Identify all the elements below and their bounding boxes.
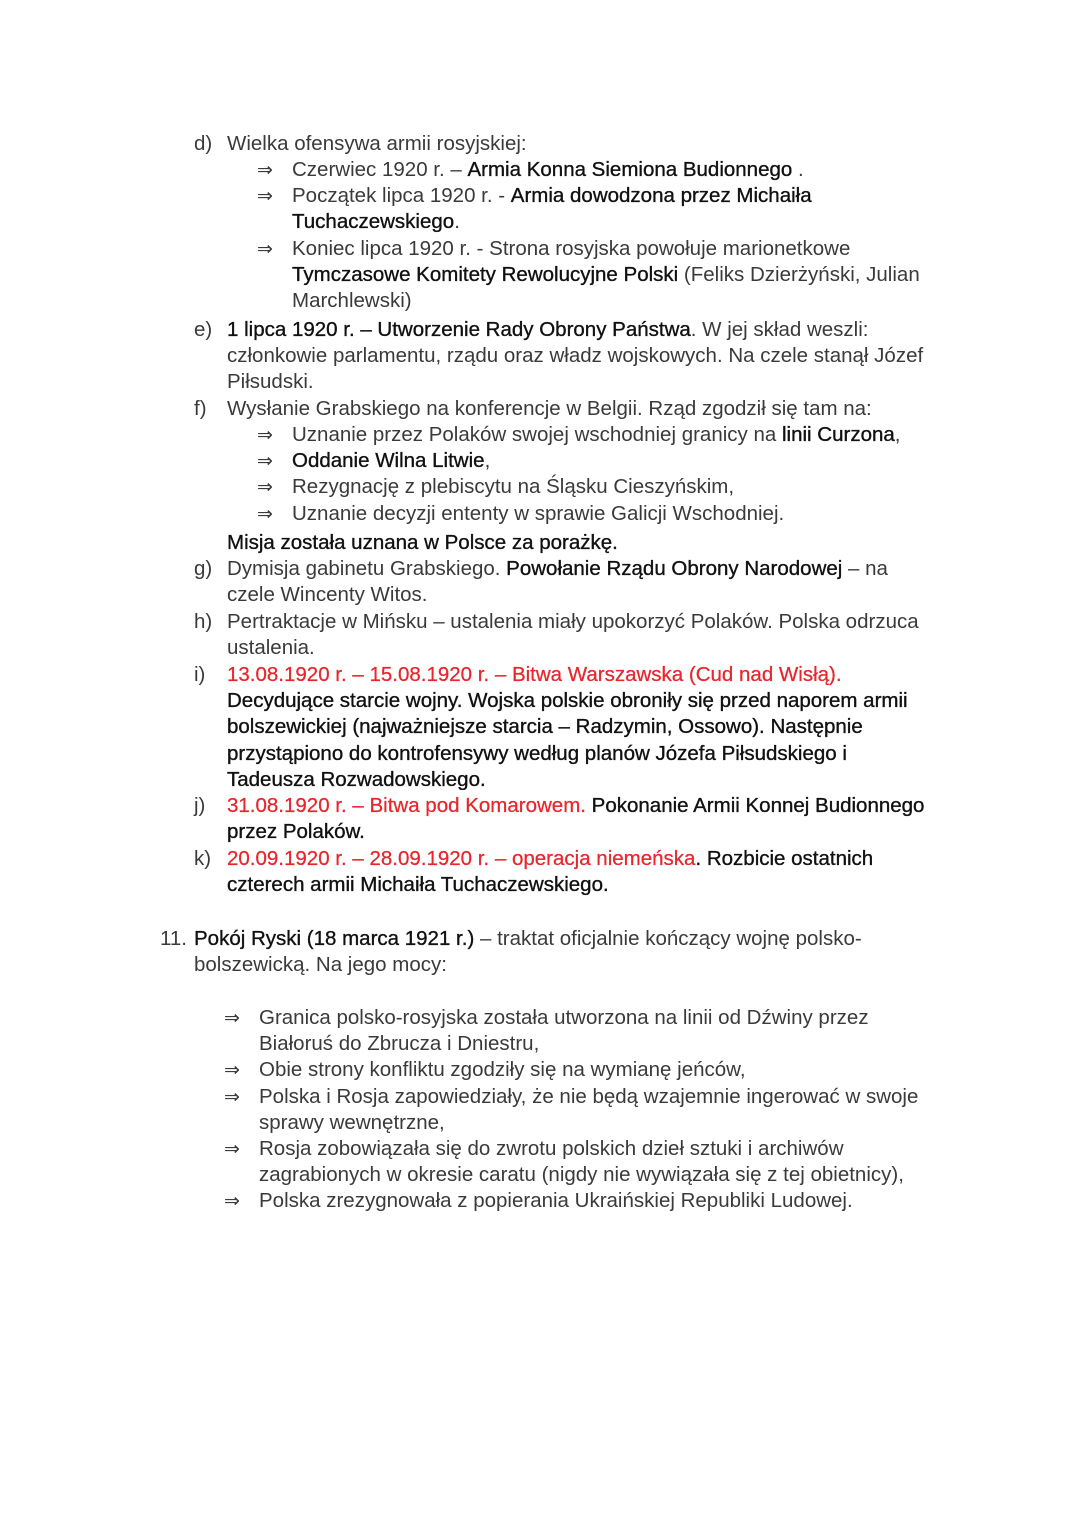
arrow-icon: ⇒	[224, 1190, 240, 1213]
item-red-heading: 20.09.1920 r. – 28.09.1920 r. – operacja niemeńska	[227, 847, 696, 870]
bullet-list-11	[224, 1005, 944, 1215]
item-marker: f)	[194, 397, 207, 420]
bullet-text-end: .	[792, 158, 804, 181]
bullet-text-end: ,	[894, 423, 901, 446]
list-item-h	[194, 609, 944, 661]
item-bold: Rozbicie ostatnich czterech armii Michaiła Tuchaczewskiego.	[227, 847, 874, 897]
item-marker: i)	[194, 663, 206, 686]
arrow-icon: ⇒	[224, 1085, 240, 1108]
list-item	[257, 474, 957, 500]
bullet-bold: Tymczasowe Komitety Rewolucyjne Polski	[292, 262, 679, 286]
arrow-icon: ⇒	[257, 185, 273, 208]
list-item-j	[194, 793, 964, 845]
list-item	[224, 1005, 919, 1057]
list-item	[257, 448, 957, 474]
bullet-text-end: ,	[484, 449, 491, 473]
list-item	[224, 1057, 944, 1083]
section-11	[160, 926, 905, 978]
list-item	[257, 157, 957, 183]
section-number: 11.	[160, 927, 187, 950]
mission-summary: Misja została uznana w Polsce za porażkę.	[227, 531, 618, 554]
bullet-list-f	[257, 422, 957, 527]
section-text: – traktat oficjalnie kończący wojnę polsko-bolszewicką. Na jego mocy:	[194, 927, 862, 977]
bullet-text: Uznanie przez Polaków swojej wschodniej granicy na	[292, 423, 782, 446]
list-item	[257, 236, 952, 315]
item-bold: Pokonanie Armii Konnej Budionnego przez Polaków.	[227, 794, 925, 844]
arrow-icon: ⇒	[257, 476, 273, 499]
list-item-e	[194, 317, 954, 396]
item-red-heading: 31.08.1920 r. – Bitwa pod Komarowem.	[227, 794, 586, 817]
list-item-k	[194, 846, 924, 898]
list-item	[224, 1084, 969, 1136]
bullet-text-end: .	[454, 210, 460, 234]
arrow-icon: ⇒	[257, 424, 273, 446]
item-marker: d)	[194, 132, 213, 155]
item-red-heading: 13.08.1920 r. – 15.08.1920 r. – Bitwa Warszawska (Cud nad Wisłą).	[227, 663, 842, 686]
item-text: . W jej skład weszli: członkowie parlamentu, rządu oraz władz wojskowych. Na czele stanął Józef Piłsudski.	[227, 318, 924, 394]
list-item-f	[194, 396, 974, 422]
item-text: Pertraktacje w Mińsku – ustalenia miały upokorzyć Polaków. Polska odrzuca ustalenia.	[227, 610, 919, 660]
list-item	[224, 1188, 944, 1214]
arrow-icon: ⇒	[224, 1007, 240, 1029]
bullet-bold: Oddanie Wilna Litwie	[292, 449, 485, 473]
item-marker: j)	[194, 794, 206, 817]
list-item	[257, 501, 957, 527]
bullet-text: Polska zrezygnowała z popierania Ukraińskiej Republiki Ludowej.	[259, 1189, 853, 1213]
bullet-list-d	[257, 157, 957, 314]
bullet-text-end: (Feliks Dzierżyński, Julian Marchlewski)	[292, 262, 920, 313]
bullet-text: Czerwiec 1920 r. –	[292, 158, 468, 181]
list-item	[224, 1136, 969, 1188]
bullet-text: Uznanie decyzji ententy w sprawie Galicji Wschodniej.	[292, 501, 785, 525]
bullet-bold: linii Curzona	[781, 423, 895, 446]
item-marker: k)	[194, 847, 212, 870]
arrow-icon: ⇒	[257, 159, 273, 181]
arrow-icon: ⇒	[257, 450, 273, 473]
bullet-text: Obie strony konfliktu zgodziły się na wymianę jeńców,	[259, 1058, 746, 1082]
item-text-end: – na czele Wincenty Witos.	[227, 557, 888, 607]
item-marker: e)	[194, 318, 213, 341]
bullet-text: Rezygnację z plebiscytu na Śląsku Cieszyńskim,	[292, 475, 735, 499]
bullet-bold: Armia Konna Siemiona Budionnego	[467, 158, 793, 181]
item-marker: g)	[194, 557, 213, 580]
bullet-text: Polska i Rosja zapowiedziały, że nie będą wzajemnie ingerować w swoje sprawy wewnętrzne,	[259, 1084, 919, 1134]
list-item	[257, 422, 957, 448]
bullet-text: Początek lipca 1920 r. -	[292, 184, 511, 208]
list-item	[257, 183, 957, 235]
item-bold: 1 lipca 1920 r. – Utworzenie Rady Obrony Państwa	[227, 318, 691, 341]
bullet-text: Koniec lipca 1920 r. - Strona rosyjska powołuje marionetkowe	[292, 236, 851, 260]
list-item-d	[194, 131, 974, 157]
section-bold: Pokój Ryski (18 marca 1921 r.)	[194, 927, 475, 950]
item-bold: Powołanie Rządu Obrony Narodowej	[506, 557, 843, 580]
arrow-icon: ⇒	[224, 1059, 240, 1082]
bullet-bold: Armia dowodzona przez Michaiła Tuchaczewskiego	[292, 184, 812, 234]
list-item-g	[194, 556, 934, 608]
item-text: Wielka ofensywa armii rosyjskiej:	[227, 132, 527, 155]
bullet-text: Granica polsko-rosyjska została utworzona na linii od Dźwiny przez Białoruś do Zbrucza i Dniestru,	[259, 1006, 869, 1056]
item-bold: Decydujące starcie wojny. Wojska polskie obroniły się przed naporem armii bolszewickiej (najważniejsze starcia – Radzymin, Ossowo). Następnie przystąpiono do kontrofensywy według planów Józefa Piłsudskiego i Tadeusza Rozwadowskiego.	[227, 689, 908, 791]
item-marker: h)	[194, 610, 213, 633]
arrow-icon: ⇒	[257, 502, 273, 525]
arrow-icon: ⇒	[257, 237, 273, 260]
arrow-icon: ⇒	[224, 1138, 240, 1161]
item-dot: .	[695, 847, 702, 870]
bullet-text: Rosja zobowiązała się do zwrotu polskich dzieł sztuki i archiwów zagrabionych w okresie caratu (nigdy nie wywiązała się z tej obietnicy),	[259, 1137, 904, 1187]
item-text: Dymisja gabinetu Grabskiego.	[227, 557, 507, 580]
item-text: Wysłanie Grabskiego na konferencje w Belgii. Rząd zgodził się tam na:	[227, 397, 872, 420]
list-item-i	[194, 662, 939, 793]
